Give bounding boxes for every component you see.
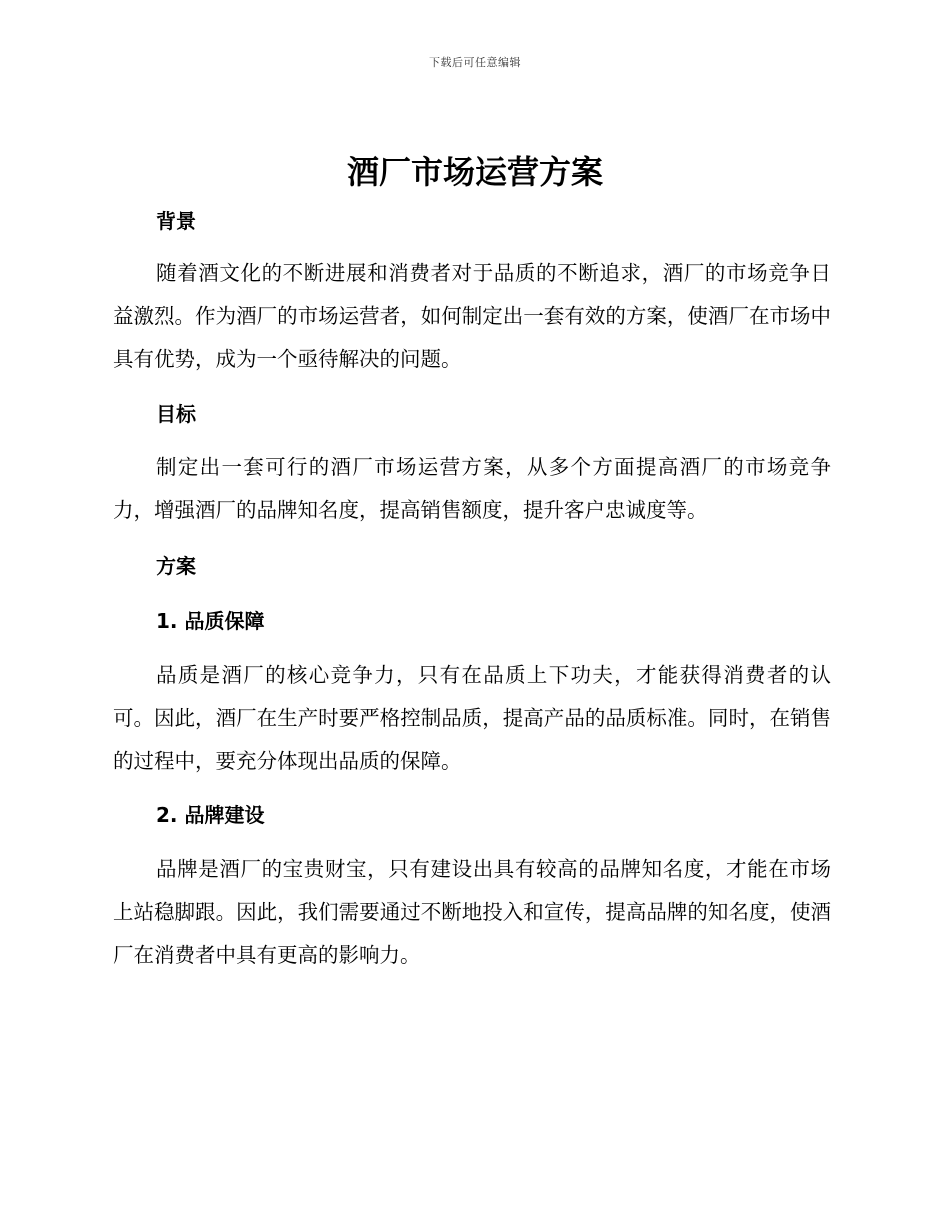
paragraph-quality: 品质是酒厂的核心竞争力，只有在品质上下功夫，才能获得消费者的认可。因此，酒厂在生产时要严格控制品质，提高产品的品质标准。同时，在销售的过程中，要充分体现出品质的保障。 (113, 663, 831, 773)
section-heading-background: 背景 (156, 209, 196, 233)
section-heading-goal: 目标 (156, 402, 196, 426)
paragraph-brand: 品牌是酒厂的宝贵财宝，只有建设出具有较高的品牌知名度，才能在市场上站稳脚跟。因此，我们需要通过不断地投入和宣传，提高品牌的知名度，使酒厂在消费者中具有更高的影响力。 (113, 857, 831, 967)
header-note: 下载后可任意编辑 (429, 56, 521, 69)
paragraph-goal: 制定出一套可行的酒厂市场运营方案，从多个方面提高酒厂的市场竞争力，增强酒厂的品牌知名度，提高销售额度，提升客户忠诚度等。 (113, 455, 831, 522)
section-heading-plan: 方案 (156, 554, 196, 578)
paragraph-background: 随着酒文化的不断进展和消费者对于品质的不断追求，酒厂的市场竞争日益激烈。作为酒厂的市场运营者，如何制定出一套有效的方案，使酒厂在市场中具有优势，成为一个亟待解决的问题。 (113, 261, 831, 371)
section-heading-quality: 1. 品质保障 (156, 609, 265, 633)
document-title: 酒厂市场运营方案 (346, 153, 603, 191)
section-heading-brand: 2. 品牌建设 (156, 803, 265, 827)
